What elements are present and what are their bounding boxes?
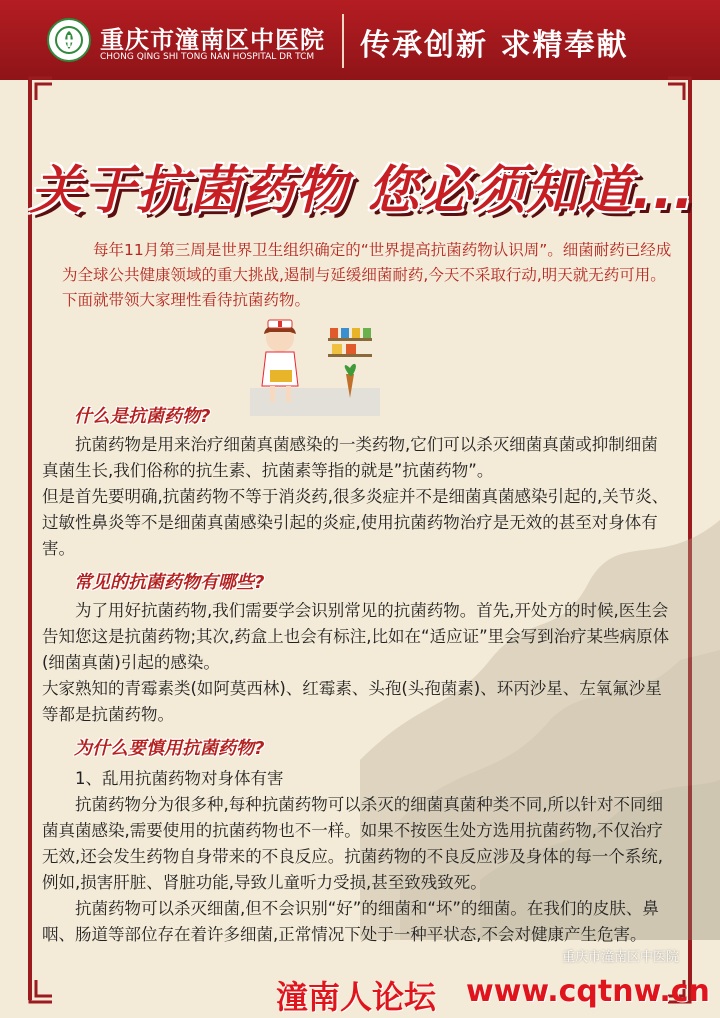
frame-corner-ornament-top-right: [666, 76, 692, 102]
forum-url-watermark: www.cqtnw.cn: [466, 974, 710, 1009]
section-paragraph: 为了用好抗菌药物,我们需要学会识别常见的抗菌药物。首先,开处方的时候,医生会告知您这是抗菌药物;其次,药盒上也会有标注,比如在“适应证”里会写到治疗某些病原体(细菌真菌)引起的感染。: [42, 601, 670, 672]
section-paragraph: 抗菌药物是用来治疗细菌真菌感染的一类药物,它们可以杀灭细菌真菌或抑制细菌真菌生长,我们俗称的抗生素、抗菌素等指的就是”抗菌药物”。: [42, 435, 658, 480]
section-paragraph: 1、乱用抗菌药物对身体有害: [75, 769, 284, 788]
intro-paragraph: 每年11月第三周是世界卫生组织确定的“世界提高抗菌药物认识周”。细菌耐药已经成为全球公共健康领域的重大挑战,遏制与延缓细菌耐药,今天不采取行动,明天就无药可用。下面就带领大家理性看待抗菌药物。: [62, 241, 672, 309]
hospital-name-english: CHONG QING SHI TONG NAN HOSPITAL DR TCM: [100, 52, 315, 62]
section-body-why-caution: [42, 766, 672, 948]
section-body-what-are-antibiotics: [42, 432, 672, 562]
section-heading-common-antibiotics: 常见的抗菌药物有哪些?: [74, 572, 265, 593]
header-divider: [342, 14, 344, 68]
hospital-slogan: 传承创新 求精奉献: [360, 28, 629, 63]
section-paragraph: 抗菌药物分为很多种,每种抗菌药物可以杀灭的细菌真菌种类不同,所以针对不同细菌真菌感染,需要使用的抗菌药物也不一样。如果不按医生处方选用抗菌药物,不仅治疗无效,还会发生药物自身带来的不良反应。抗菌药物的不良反应涉及身体的每一个系统,例如,损害肝脏、肾脏功能,导致儿童听力受损,甚至致残致死。: [42, 795, 663, 892]
section-body-common-antibiotics: [42, 598, 672, 728]
page-title: 关于抗菌药物 您必须知道...: [30, 161, 695, 221]
section-heading-why-caution: 为什么要慎用抗菌药物?: [74, 738, 265, 759]
section-paragraph: 抗菌药物可以杀灭细菌,但不会识别“好”的细菌和“坏”的细菌。在我们的皮肤、鼻咽、肠道等部位存在着许多细菌,正常情况下处于一种平状态,不会对健康产生危害。: [42, 899, 659, 944]
section-paragraph: 大家熟知的青霉素类(如阿莫西林)、红霉素、头孢(头孢菌素)、环丙沙星、左氧氟沙星等都是抗菌药物。: [42, 679, 662, 724]
hospital-name: 重庆市潼南区中医院: [100, 25, 325, 54]
forum-name-watermark: 潼南人论坛: [276, 978, 437, 1016]
hospital-logo-icon: [47, 18, 91, 62]
frame-corner-ornament-bottom-left: [28, 978, 54, 1004]
frame-corner-ornament-top-left: [28, 76, 54, 102]
nurse-with-medicine-illustration: [250, 318, 380, 418]
header-banner: [0, 0, 720, 80]
wechat-account-watermark: 重庆市潼南区中医院: [562, 950, 680, 965]
section-heading-what-are-antibiotics: 什么是抗菌药物?: [74, 406, 211, 427]
section-paragraph: 但是首先要明确,抗菌药物不等于消炎药,很多炎症并不是细菌真菌感染引起的,关节炎、过敏性鼻炎等不是细菌真菌感染引起的炎症,使用抗菌药物治疗是无效的甚至对身体有害。: [42, 487, 669, 558]
